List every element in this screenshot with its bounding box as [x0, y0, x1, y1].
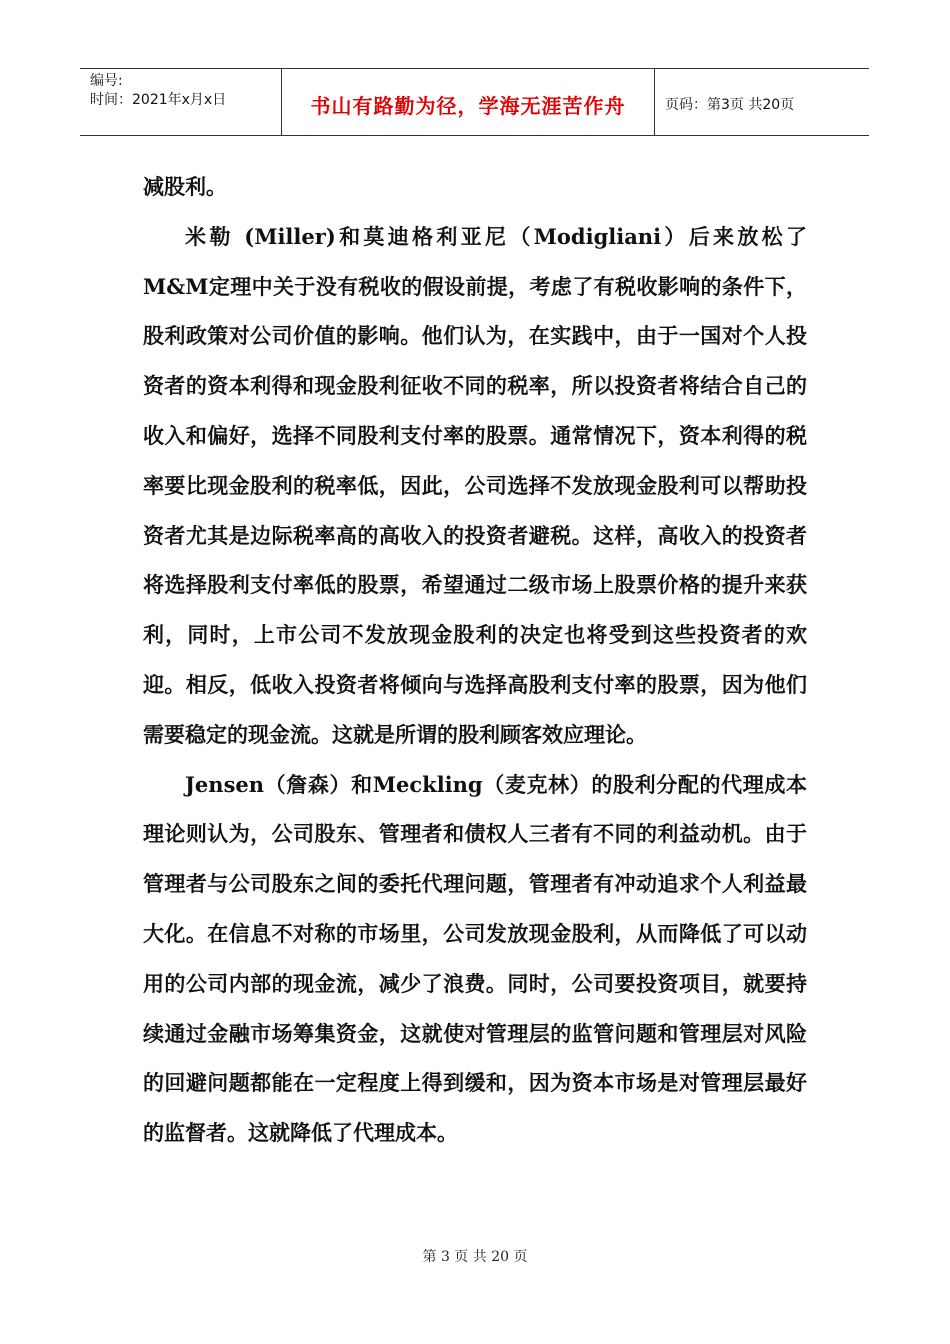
document-number-label: 编号:	[90, 73, 123, 89]
header-page-info: 页码：第3页 共20页	[665, 97, 795, 113]
document-date: 时间：2021年x月x日	[90, 92, 227, 108]
page-header	[80, 68, 869, 136]
paragraph-1: 减股利。	[143, 174, 227, 199]
header-motto: 书山有路勤为径，学海无涯苦作舟	[282, 69, 655, 135]
paragraph-2: 米勒 (Miller)和莫迪格利亚尼（Modigliani）后来放松了M&M定理中关于没有税收的假设前提，考虑了有税收影响的条件下，股利政策对公司价值的影响。他们认为，在实践中，由于一国对个人投资者的资本利得和现金股利征收不同的税率，所以投资者将结合自己的收入和偏好，选择不同股利支付率的股票。通常情况下，资本利得的税率要比现金股利的税率低，因此，公司选择不发放现金股利可以帮助投资者尤其是边际税率高的高收入的投资者避税。这样，高收入的投资者将选择股利支付率低的股票，希望通过二级市场上股票价格的提升来获利，同时，上市公司不发放现金股利的决定也将受到这些投资者的欢迎。相反，低收入投资者将倾向与选择高股利支付率的股票，因为他们需要稳定的现金流。这就是所谓的股利顾客效应理论。	[143, 223, 807, 747]
paragraph-3: Jensen（詹森）和Meckling（麦克林）的股利分配的代理成本理论则认为，公司股东、管理者和债权人三者有不同的利益动机。由于管理者与公司股东之间的委托代理问题，管理者有冲动追求个人利益最大化。在信息不对称的市场里，公司发放现金股利，从而降低了可以动用的公司内部的现金流，减少了浪费。同时，公司要投资项目，就要持续通过金融市场筹集资金，这就使对管理层的监管问题和管理层对风险的回避问题都能在一定程度上得到缓和，因为资本市场是对管理层最好的监督者。这就降低了代理成本。	[143, 771, 807, 1146]
document-body	[143, 162, 807, 1158]
page-footer: 第 3 页 共 20 页	[422, 1249, 528, 1265]
header-meta	[80, 69, 282, 135]
